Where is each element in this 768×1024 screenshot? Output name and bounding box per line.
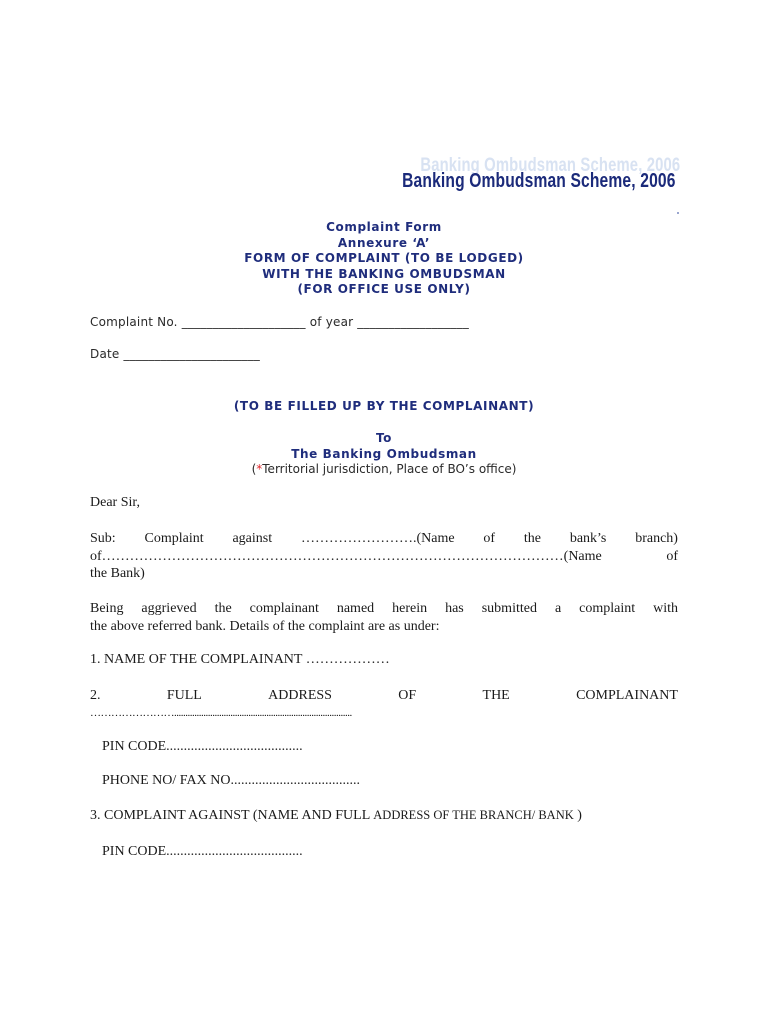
subject-line-1	[90, 530, 678, 548]
subject-word: the	[523, 531, 541, 546]
address-word: COMPLAINANT	[576, 688, 678, 703]
intro-word: submitted	[481, 601, 537, 616]
intro-word: aggrieved	[141, 601, 197, 616]
intro-word: the	[214, 601, 232, 616]
to-label: To	[375, 431, 393, 445]
subject-word: Sub:	[90, 531, 116, 546]
annexure-label: Annexure ‘A’	[337, 235, 431, 250]
intro-word: a	[554, 601, 562, 616]
subject-word: …………………….(Name	[300, 531, 455, 546]
salutation: Dear Sir,	[90, 495, 140, 510]
address-word: ADDRESS	[268, 688, 332, 703]
address-word: FULL	[166, 688, 202, 703]
pin-code-field-2: PIN CODE.......................................	[102, 844, 303, 859]
address-word: THE	[482, 688, 510, 703]
intro-word: with	[653, 601, 678, 616]
complaint-against-field: 3. COMPLAINT AGAINST (NAME AND FULL ADDRESS OF THE BRANCH/ BANK )	[90, 808, 582, 823]
complainant-section-heading: (TO BE FILLED UP BY THE COMPLAINANT)	[233, 399, 535, 413]
address-word: 2.	[90, 688, 101, 703]
form-heading	[90, 220, 678, 298]
pin-code-field-1: PIN CODE.......................................	[102, 739, 303, 754]
phone-fax-field: PHONE NO/ FAX NO.....................................	[102, 773, 360, 788]
form-title: Complaint Form	[326, 220, 442, 234]
asterisk-mark: *	[256, 462, 263, 476]
addressee-block	[90, 431, 678, 462]
intro-word: complainant	[249, 601, 319, 616]
subject-word: bank’s	[569, 531, 607, 546]
form-subtitle-2: WITH THE BANKING OMBUDSMAN	[262, 266, 506, 281]
subject-paragraph	[90, 530, 678, 583]
address-field	[90, 687, 678, 722]
intro-word: has	[445, 601, 464, 616]
subject-word: against	[232, 531, 273, 546]
complainant-name-field: 1. NAME OF THE COMPLAINANT ………………	[90, 652, 390, 667]
intro-line-1	[90, 600, 678, 618]
form-subtitle-1: FORM OF COMPLAINT (TO BE LODGED)	[244, 251, 524, 265]
address-word: OF	[398, 688, 417, 703]
address-dots-line: ……………………...............................................................................	[90, 706, 352, 719]
logo-shadow-text: Banking Ombudsman Scheme, 2006	[419, 155, 680, 176]
address-label-line	[90, 687, 678, 705]
intro-paragraph	[90, 600, 678, 635]
intro-word: herein	[392, 601, 428, 616]
subject-word: of	[483, 531, 496, 546]
intro-line-2: the above referred bank. Details of the complaint are as under:	[90, 618, 440, 634]
intro-word: complaint	[579, 601, 636, 616]
subject-line-2: of………………………………………………………………………………………(Name of	[90, 548, 678, 564]
logo-dot	[677, 212, 679, 214]
date-line: Date ______________________	[90, 347, 260, 361]
scheme-logo: Banking Ombudsman Scheme, 2006	[402, 170, 676, 192]
jurisdiction-note: (*Territorial jurisdiction, Place of BO’s office)	[251, 462, 517, 476]
subject-word: branch)	[635, 531, 678, 546]
complaint-number-line: Complaint No. ____________________ of year __________________	[90, 315, 469, 329]
subject-word: Complaint	[144, 531, 204, 546]
addressee-name: The Banking Ombudsman	[291, 446, 477, 461]
intro-word: named	[336, 601, 375, 616]
form-subtitle-3: (FOR OFFICE USE ONLY)	[297, 282, 471, 296]
intro-word: Being	[90, 601, 124, 616]
subject-line-3: the Bank)	[90, 566, 145, 581]
